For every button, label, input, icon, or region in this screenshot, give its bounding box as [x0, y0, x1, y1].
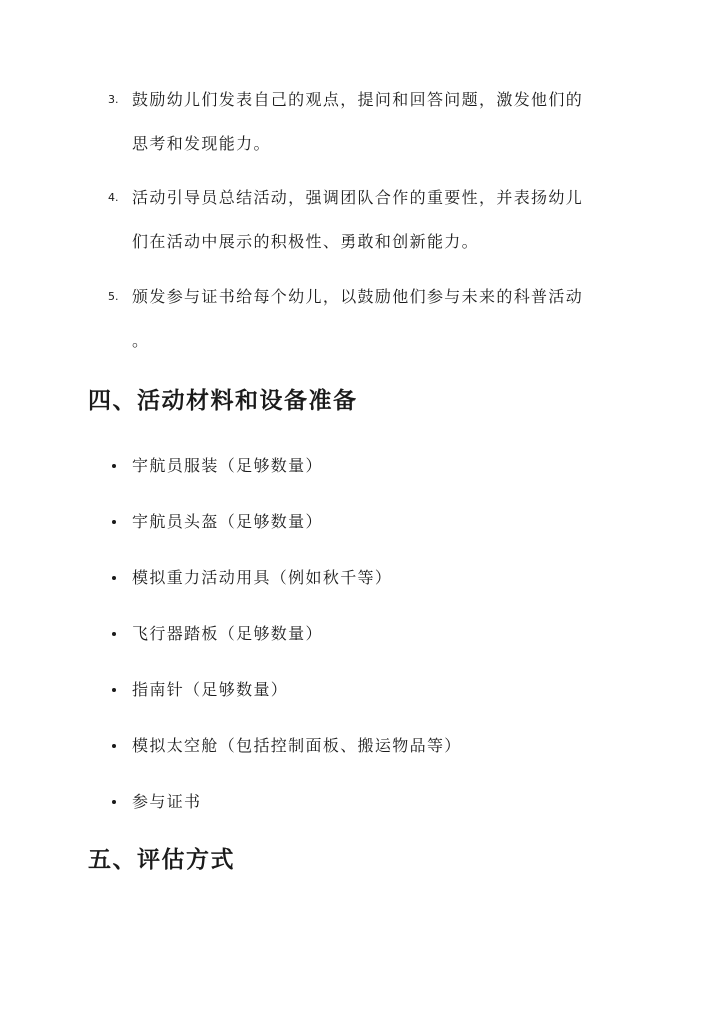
list-item-text: 模拟重力活动用具（例如秋千等） — [132, 568, 393, 587]
list-item-text: 宇航员服装（足够数量） — [132, 456, 323, 475]
list-item-text: 参与证书 — [132, 792, 202, 811]
bullet-icon — [112, 520, 116, 524]
list-item-text: 思考和发现能力。 — [132, 134, 271, 153]
bullet-icon — [112, 744, 116, 748]
list-number: 5. — [108, 290, 119, 303]
bullet-icon — [112, 632, 116, 636]
bullet-icon — [112, 464, 116, 468]
list-item-text: 指南针（足够数量） — [132, 680, 289, 699]
section-heading-evaluation: 五、评估方式 — [88, 847, 235, 873]
list-item-text: 们在活动中展示的积极性、勇敢和创新能力。 — [132, 232, 480, 251]
list-item-text: 颁发参与证书给每个幼儿，以鼓励他们参与未来的科普活动 — [132, 287, 584, 306]
bullet-icon — [112, 688, 116, 692]
section-heading-materials: 四、活动材料和设备准备 — [88, 388, 358, 414]
list-item-text: 模拟太空舱（包括控制面板、搬运物品等） — [132, 736, 462, 755]
list-number: 3. — [108, 93, 119, 106]
bullet-icon — [112, 576, 116, 580]
list-item-text: 活动引导员总结活动，强调团队合作的重要性，并表扬幼儿 — [132, 188, 584, 207]
list-item-text: 宇航员头盔（足够数量） — [132, 512, 323, 531]
list-item-text: 鼓励幼儿们发表自己的观点，提问和回答问题，激发他们的 — [132, 90, 584, 109]
bullet-icon — [112, 800, 116, 804]
list-item-text: 飞行器踏板（足够数量） — [132, 624, 323, 643]
list-item-text: 。 — [132, 331, 150, 350]
list-number: 4. — [108, 191, 119, 204]
